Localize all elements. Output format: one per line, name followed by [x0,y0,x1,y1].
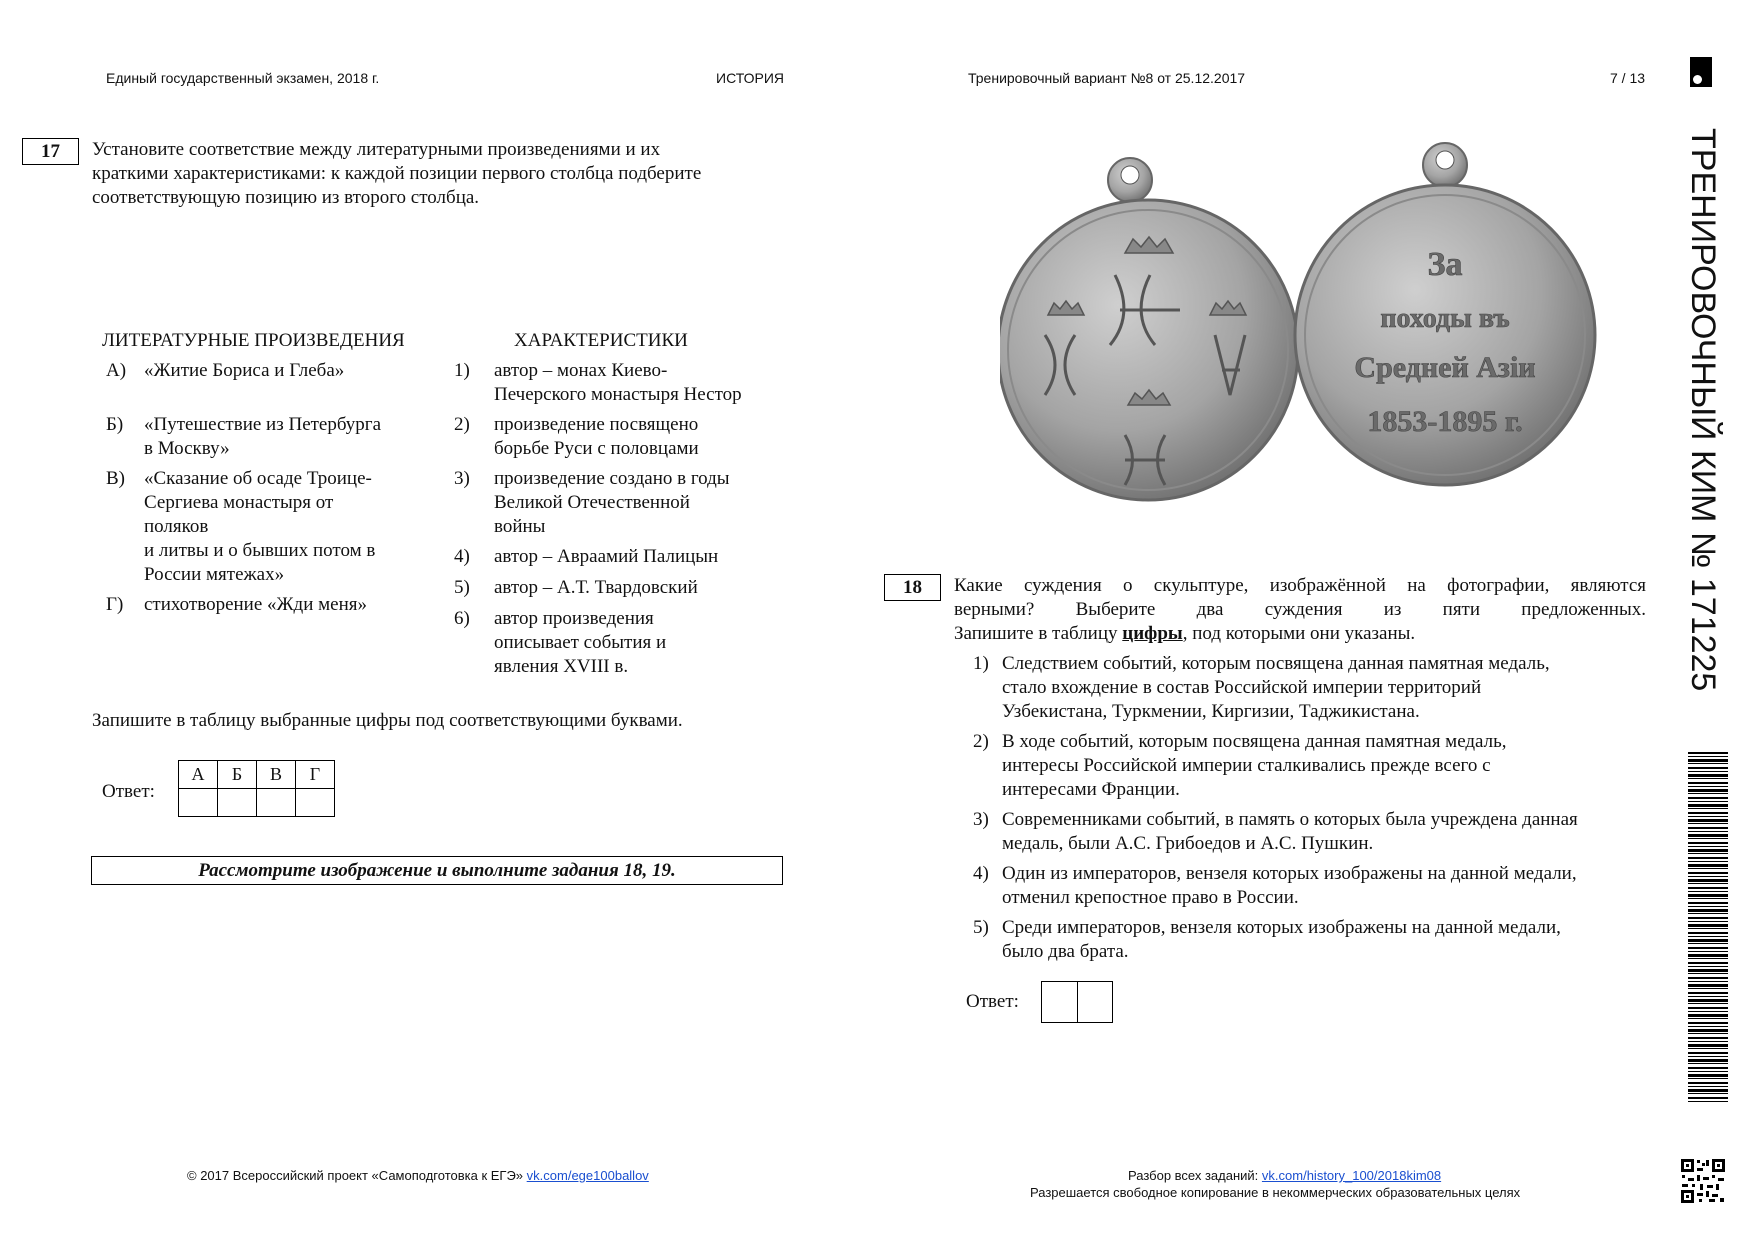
medal-text-2: походы въ [1380,303,1510,334]
answer-col-g: Г [296,761,335,789]
medal-text-3: Средней Азіи [1354,351,1536,384]
task-17-answer-label: Ответ: [102,781,155,802]
footer-analysis-link[interactable]: vk.com/history_100/2018kim08 [1261,1168,1442,1183]
notice-box: Рассмотрите изображение и выполните задания 18, 19. [91,856,783,885]
answer-cell-b[interactable] [218,789,257,817]
footer-analysis: Разбор всех заданий: vk.com/history_100/2018kim08 [1128,1168,1442,1183]
answer-col-a: А [179,761,218,789]
medal-text-4: 1853-1895 г. [1367,405,1523,438]
side-label: ТРЕНИРОВОЧНЫЙ КИМ № 171225 [1684,128,1722,692]
answer-cell-a[interactable] [179,789,218,817]
footer-license: Разрешается свободное копирование в некоммерческих образовательных целях [1030,1185,1521,1200]
task-18-prompt: Какие суждения о скульптуре, изображённой на фотографии, являются верными? Выберите два суждения из пяти предложенных. Запишите в таблицу цифры, под которыми они указаны. [954,575,1646,644]
task-17-instruction: Запишите в таблицу выбранные цифры под соответствующими буквами. [92,710,683,731]
page-number: 7 / 13 [1610,70,1646,86]
footer-copyright: © 2017 Всероссийский проект «Самоподготовка к ЕГЭ» vk.com/ege100ballov [187,1168,649,1183]
answer-col-b: Б [218,761,257,789]
left-column-header: ЛИТЕРАТУРНЫЕ ПРОИЗВЕДЕНИЯ [102,330,405,351]
task-18-answer-cell-1[interactable] [1042,982,1078,1022]
task-18-number: 18 [884,574,941,601]
answer-cell-v[interactable] [257,789,296,817]
medal-text-1: За [1427,246,1463,283]
task-17-number: 17 [22,138,79,165]
medal-image [1000,135,1630,530]
task-18-answer-cell-2[interactable] [1078,982,1112,1022]
medal-obverse [1000,158,1298,500]
side-label-box [1683,128,1723,728]
barcode [1688,752,1728,1104]
variant-title: Тренировочный вариант №8 от 25.12.2017 [968,70,1246,86]
task-17-prompt: Установите соответствие между литературными произведениями и их краткими характеристиками: к каждой позиции первого столбца подберите соответствующую позицию из второго столбца. [92,139,702,208]
qr-code [1680,1158,1726,1204]
exam-title: Единый государственный экзамен, 2018 г. [106,70,380,86]
task-18-answer-label: Ответ: [966,991,1019,1012]
subject-title: ИСТОРИЯ [716,70,785,86]
task-17-answer-table [178,760,335,817]
task-18-answer-box [1041,981,1113,1023]
medal-reverse [1295,143,1595,485]
corner-marker [1690,57,1712,87]
answer-col-v: В [257,761,296,789]
answer-cell-g[interactable] [296,789,335,817]
right-column-header: ХАРАКТЕРИСТИКИ [514,330,688,351]
footer-copyright-link[interactable]: vk.com/ege100ballov [526,1168,649,1183]
